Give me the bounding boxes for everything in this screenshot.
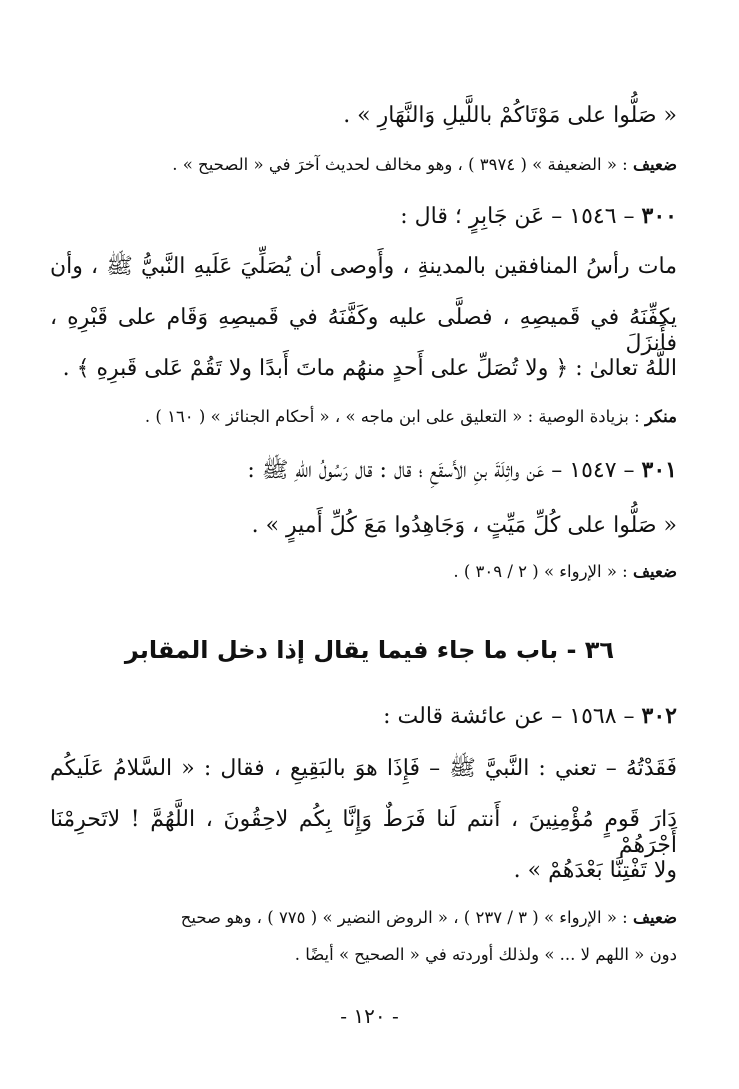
grading-note: منكر : بزيادة الوصية : « التعليق على ابن ماجه » ، « أحكام الجنائز » ( ١٦٠ ) .	[144, 407, 677, 426]
grading-note: ضعيف : « الإرواء » ( ٢ / ٣٠٩ ) .	[453, 562, 677, 581]
hadith-text-line: « صَلُّوا على مَوْتَاكُمْ باللَّيلِ وَالنَّهَارِ » .	[343, 103, 677, 128]
page-number: - ١٢٠ -	[340, 1004, 399, 1028]
hadith-text-line: فَقَدْتُهُ – تعني : النَّبيَّ ﷺ – فَإِذَا هوَ بالبَقِيعِ ، فقال : « السَّلامُ عَلَيكُم	[50, 756, 677, 781]
hadith-number-line: ٣٠٠ – ١٥٤٦ – عَن جَابِرٍ ؛ قال :	[400, 203, 677, 229]
hadith-text-line: دَارَ قَومٍ مُؤْمِنِينَ ، أَنتم لَنا فَرَطٌ وَإِنَّا بِكُم لاحِقُونَ ، اللَّهُمَّ ! لاتَحرِمْنَا أَجْرَهُمْ	[50, 807, 677, 859]
grade-label: ضعيف	[632, 908, 677, 927]
hadith-number-line: ٣٠١ – ١٥٤٧ – عَن واثِلَةَ بنِ الأَسقَعِ ؛ قال : قال رَسُولُ اللّهِ ﷺ :	[247, 457, 677, 483]
hadith-text-line: « صَلُّوا على كُلِّ مَيِّتٍ ، وَجَاهِدُوا مَعَ كُلِّ أَميرٍ » .	[251, 513, 677, 538]
hadith-number: ٣٠١	[641, 457, 677, 483]
hadith-text-line: ولا تَفْتِنَّا بَعْدَهُمْ » .	[513, 858, 677, 883]
grade-label: منكر	[644, 407, 677, 426]
grading-note-continuation: دون « اللهم لا ... » ولذلك أوردته في « الصحيح » أيضًا .	[294, 945, 677, 964]
chapter-heading: ٣٦ - باب ما جاء فيما يقال إذا دخل المقابر	[124, 636, 615, 664]
hadith-text-line: يكفِّنَهُ في قَميصِهِ ، فصلَّى عليه وكَفَّنَهُ في قَميصِهِ وَقَام على قَبْرِهِ ، فأَنزَلَ	[50, 305, 677, 357]
hadith-text-line: مات رأسُ المنافقين بالمدينةِ ، وأَوصى أن يُصَلِّيَ عَلَيهِ النَّبيُّ ﷺ ، وأن	[50, 254, 677, 279]
hadith-number-line: ٣٠٢ – ١٥٦٨ – عن عائشة قالت :	[383, 703, 677, 729]
grading-note: ضعيف : « الضعيفة » ( ٣٩٧٤ ) ، وهو مخالف لحديث آخرَ في « الصحيح » .	[172, 155, 677, 174]
hadith-number: ٣٠٢	[641, 703, 677, 729]
grade-label: ضعيف	[632, 155, 677, 174]
grade-label: ضعيف	[632, 562, 677, 581]
grading-note: ضعيف : « الإرواء » ( ٣ / ٢٣٧ ) ، « الروض النضير » ( ٧٧٥ ) ، وهو صحيح	[180, 908, 677, 927]
hadith-number: ٣٠٠	[641, 203, 677, 229]
hadith-text-line: اللَّهُ تعالىٰ : ﴿ ولا تُصَلِّ على أَحدٍ منهُم ماتَ أَبدًا ولا تَقُمْ عَلى قَبرِهِ ﴾ .	[62, 356, 677, 381]
